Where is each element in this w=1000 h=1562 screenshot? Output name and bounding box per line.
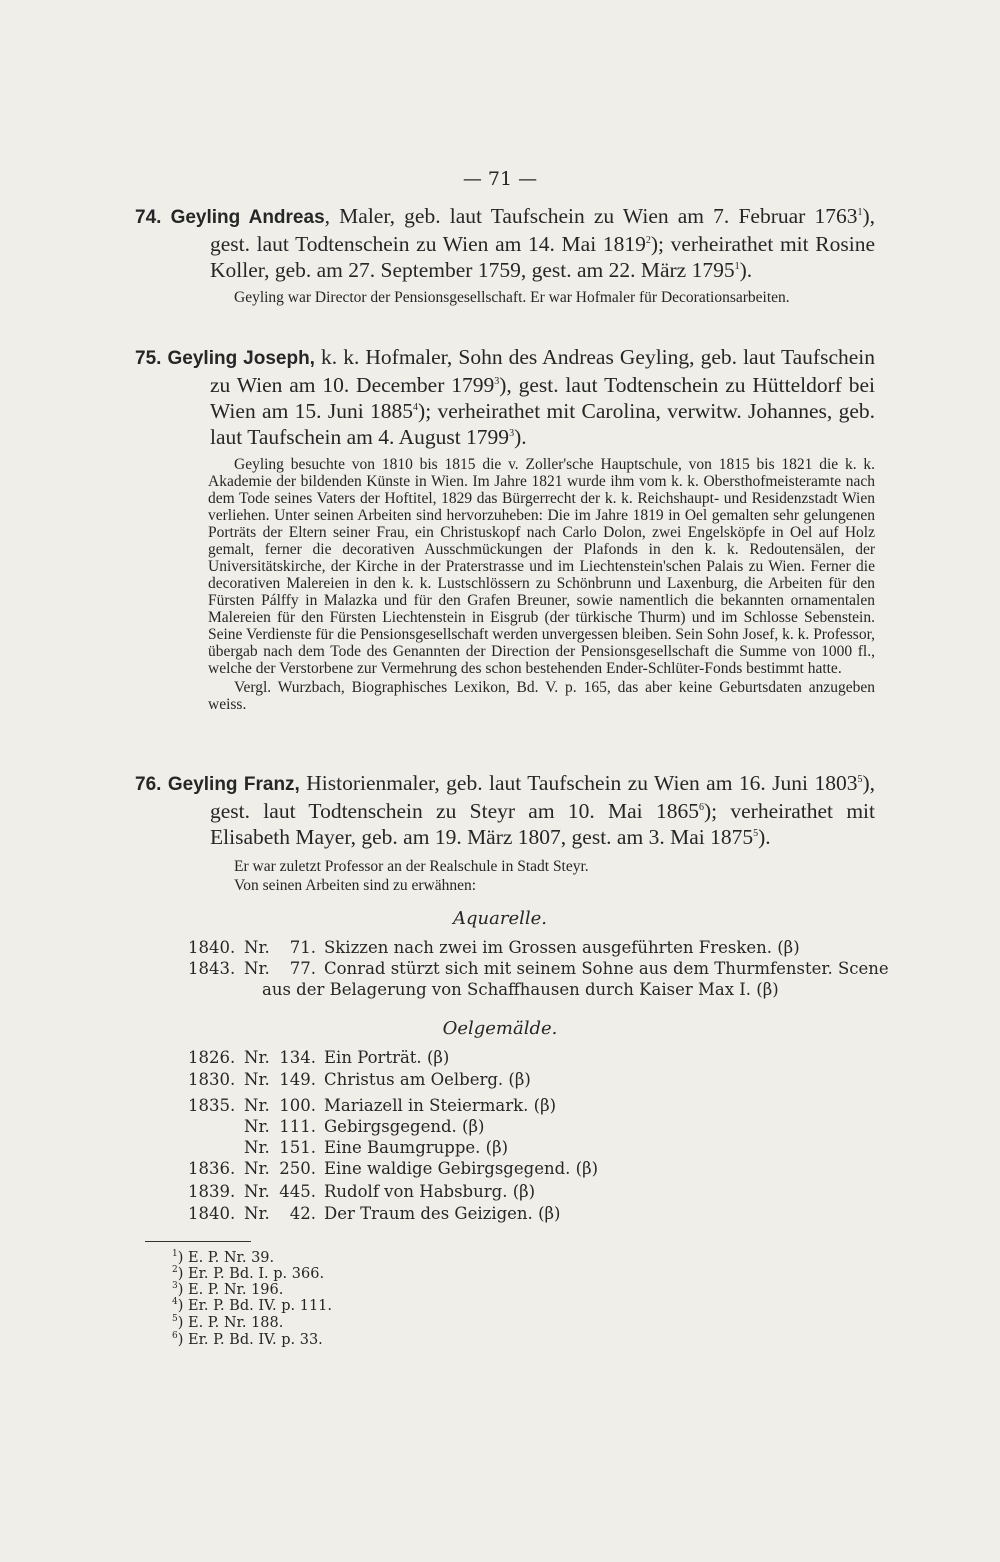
section-heading-oelgemaelde: Oelgemälde. (442, 1018, 558, 1039)
entry-name: Geyling Franz, (167, 774, 300, 795)
entry-number: 74. (135, 207, 162, 228)
footnote: $^2$) Er. P. Bd. I. p. 366. (172, 1265, 325, 1282)
list-item: 1826. Nr. 134. Ein Porträt. (β) (188, 1048, 450, 1067)
entry-note: Er war zuletzt Professor an der Realschule in Stadt Steyr. (234, 858, 589, 875)
entry-note: Von seinen Arbeiten sind zu erwähnen: (234, 877, 477, 894)
page-number: — 71 — (462, 168, 538, 190)
list-item-continuation: aus der Belagerung von Schaffhausen durch Kaiser Max I. (β) (262, 980, 779, 999)
entry-74 (135, 203, 875, 306)
list-item: 1843. Nr. 77. Conrad stürzt sich mit seinem Sohne aus dem Thurmfenster. Scene (188, 959, 889, 978)
footnote-divider (145, 1241, 251, 1242)
list-item: 1840. Nr. 71. Skizzen nach zwei im Grossen ausgeführten Fresken. (β) (188, 938, 800, 957)
entry-note: Geyling war Director der Pensionsgesellschaft. Er war Hofmaler für Decorationsarbeiten. (234, 289, 790, 306)
entry-number: 76. (135, 774, 162, 795)
entry-text: 74. Geyling Andreas, Maler, geb. laut Taufschein zu Wien am 7. Februar 1763$^1$), gest. laut Todtenschein zu Wien am 14. Mai 1819$^2$); verheirathet mit Rosine Koller, geb. am 27. September 1759, gest. am 22. März 1795$^1$). (135, 204, 876, 282)
entry-reference: Vergl. Wurzbach, Biographisches Lexikon, Bd. V. p. 165, das aber keine Geburtsdaten anzugeben weiss. (208, 679, 875, 713)
list-item: 1836. Nr. 250. Eine waldige Gebirgsgegend. (β) (188, 1159, 599, 1178)
entry-text: 75. Geyling Joseph, k. k. Hofmaler, Sohn des Andreas Geyling, geb. laut Taufschein zu Wien am 10. December 1799$^3$), gest. laut Todtenschein zu Hütteldorf bei Wien am 15. Juni 1885$^4$); verheirathet mit Carolina, verwitw. Johannes, geb. laut Taufschein am 4. August 1799$^3$). (135, 345, 875, 449)
list-item: 1840. Nr. 42. Der Traum des Geizigen. (β) (188, 1204, 561, 1223)
entry-76 (135, 770, 875, 894)
list-item: 1830. Nr. 149. Christus am Oelberg. (β) (188, 1070, 531, 1089)
footnote: $^1$) E. P. Nr. 39. (172, 1249, 275, 1266)
entry-name: Geyling Joseph, (167, 348, 315, 369)
list-item: 1835. Nr. 100. Mariazell in Steiermark. (β) (188, 1096, 557, 1115)
entry-75 (135, 344, 875, 713)
footnote: $^3$) E. P. Nr. 196. (172, 1281, 284, 1298)
list-item: Nr. 111. Gebirgsgegend. (β) (244, 1117, 485, 1136)
footnote: $^6$) Er. P. Bd. IV. p. 33. (172, 1331, 323, 1348)
entry-text: 76. Geyling Franz, Historienmaler, geb. laut Taufschein zu Wien am 16. Juni 1803$^5$), gest. laut Todtenschein zu Steyr am 10. Mai 1865$^6$); verheirathet mit Elisabeth Mayer, geb. am 19. März 1807, gest. am 3. Mai 1875$^5$). (135, 771, 875, 849)
list-item: Nr. 151. Eine Baumgruppe. (β) (244, 1138, 509, 1157)
footnote: $^4$) Er. P. Bd. IV. p. 111. (172, 1297, 333, 1314)
entry-name: Geyling Andreas (170, 207, 325, 228)
section-heading-aquarelle: Aquarelle. (453, 908, 547, 929)
entry-number: 75. (135, 348, 162, 369)
list-item: 1839. Nr. 445. Rudolf von Habsburg. (β) (188, 1182, 536, 1201)
entry-note: Geyling besuchte von 1810 bis 1815 die v. Zoller'sche Hauptschule, von 1815 bis 1821 die k. k. Akademie der bildenden Künste in Wien. Im Jahre 1821 wurde ihm vom k. k. Obersthofmeisteramte nach dem Tode seines Vaters der Hoftitel, 1829 das Bürgerrecht der k. k. Reichshaupt- und Residenzstadt Wien verliehen. Unter seinen Arbeiten sind hervorzuheben: Die im Jahre 1819 in Oel gemalten sehr gelungenen Porträts der Eltern seiner Frau, ein Christuskopf nach Carlo Dolon, zwei Engelsköpfe in Oel auf Holz gemalt, ferner die decorativen Ausschmückungen der Plafonds in den k. k. Redoutensälen, der Universitätskirche, der Kirche in der Praterstrasse und im Liechtenstein'schen Palais zu Wien. Ferner die decorativen Malereien in den k. k. Lustschlössern zu Schönbrunn und Laxenburg, die Arbeiten für den Fürsten Pálffy in Malazka und für den Grafen Breuner, sowie namentlich die bekannten ornamentalen Malereien für den Fürsten Liechtenstein in Eisgrub (der türkische Thurm) und im Schlosse Sebenstein. Seine Verdienste für die Pensionsgesellschaft werden unvergessen bleiben. Sein Sohn Josef, k. k. Professor, übergab nach dem Tode des Genannten der Direction der Pensionsgesellschaft die Summe von 1000 fl., welche der Verstorbene zur Vermehrung des schon bestehenden Ender-Schlüter-Fonds bestimmt hatte. (208, 456, 875, 677)
footnote: $^5$) E. P. Nr. 188. (172, 1314, 284, 1331)
